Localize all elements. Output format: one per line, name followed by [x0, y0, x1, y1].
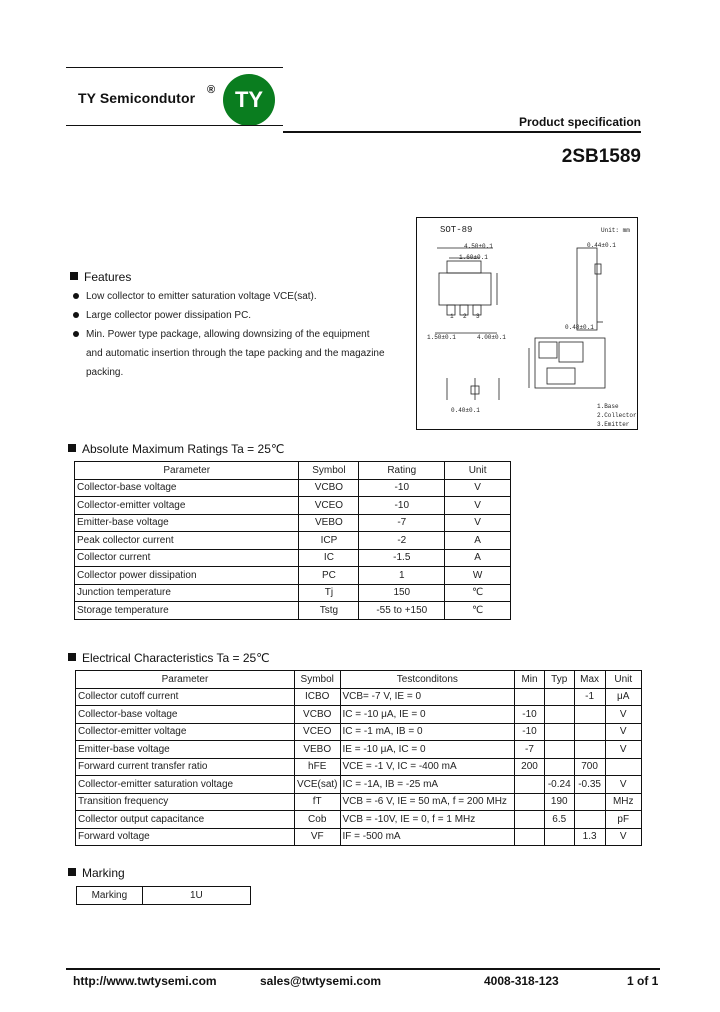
table-cell: -55 to +150: [359, 602, 445, 620]
table-cell: Collector-base voltage: [75, 479, 299, 497]
features-heading: [70, 270, 131, 284]
table-cell: [574, 723, 605, 741]
table-cell: -7: [359, 514, 445, 532]
feature-item-3-line-1: Min. Power type package, allowing downsizing of the equipment: [86, 329, 370, 340]
footer-phone: 4008-318-123: [484, 974, 559, 988]
pkg-legend-1: 1.Base: [597, 403, 619, 410]
pkg-pin-3: 3: [476, 313, 480, 320]
table-cell: VCBO: [294, 706, 340, 724]
table-cell: [515, 828, 545, 846]
table-cell: Collector current: [75, 549, 299, 567]
table-row: [76, 828, 642, 846]
col-header: Unit: [445, 462, 511, 480]
col-header: Symbol: [299, 462, 359, 480]
elec-body: [76, 688, 642, 846]
table-header-row: [76, 671, 642, 689]
table-row: [76, 688, 642, 706]
marking-heading: [68, 866, 125, 880]
table-row: [75, 532, 511, 550]
table-cell: Collector-emitter voltage: [76, 723, 295, 741]
feature-item-2: Large collector power dissipation PC.: [86, 310, 252, 321]
table-cell: VCB = -6 V, IE = 50 mA, f = 200 MHz: [340, 793, 515, 811]
footer-rule: [66, 968, 660, 970]
header-top-rule: [66, 67, 283, 68]
abs-max-title: Absolute Maximum Ratings Ta = 25℃: [82, 442, 285, 456]
table-cell: ICP: [299, 532, 359, 550]
elec-heading: [68, 651, 270, 665]
pkg-dim-1: 4.50±0.1: [464, 243, 493, 250]
table-cell: Emitter-base voltage: [76, 741, 295, 759]
table-cell: IE = -10 μA, IC = 0: [340, 741, 515, 759]
package-unit: Unit: mm: [601, 227, 630, 234]
registered-mark: ®: [207, 84, 216, 96]
table-cell: [605, 758, 641, 776]
table-row: [76, 793, 642, 811]
table-row: [76, 758, 642, 776]
table-cell: [515, 688, 545, 706]
table-cell: Collector-emitter saturation voltage: [76, 776, 295, 794]
table-cell: [515, 776, 545, 794]
spec-rule: [283, 131, 641, 133]
table-cell: ℃: [445, 584, 511, 602]
table-cell: Forward current transfer ratio: [76, 758, 295, 776]
table-cell: [515, 793, 545, 811]
table-cell: 1.3: [574, 828, 605, 846]
ty-logo: TY: [223, 74, 275, 126]
table-cell: -2: [359, 532, 445, 550]
table-cell: [544, 706, 574, 724]
table-cell: -0.24: [544, 776, 574, 794]
table-cell: Cob: [294, 811, 340, 829]
table-cell: Peak collector current: [75, 532, 299, 550]
table-cell: IC = -1 mA, IB = 0: [340, 723, 515, 741]
table-cell: VCB= -7 V, IE = 0: [340, 688, 515, 706]
bullet-icon: [73, 312, 79, 318]
table-cell: IC = -10 μA, IE = 0: [340, 706, 515, 724]
brand-name: TY Semicondutor: [78, 90, 196, 106]
table-row: [76, 811, 642, 829]
table-cell: Forward voltage: [76, 828, 295, 846]
table-cell: VCEO: [299, 497, 359, 515]
table-cell: ℃: [445, 602, 511, 620]
footer-page-number: 1 of 1: [627, 974, 659, 988]
table-cell: VEBO: [299, 514, 359, 532]
table-cell: V: [445, 497, 511, 515]
table-cell: Transition frequency: [76, 793, 295, 811]
feature-item-3-line-2: and automatic insertion through the tape packing and the magazine: [86, 348, 385, 359]
table-cell: Storage temperature: [75, 602, 299, 620]
col-header: Max: [574, 671, 605, 689]
pkg-pin-1: 1: [450, 313, 454, 320]
table-cell: 200: [515, 758, 545, 776]
square-bullet-icon: [68, 868, 76, 876]
table-cell: μA: [605, 688, 641, 706]
col-header: Unit: [605, 671, 641, 689]
table-cell: V: [605, 723, 641, 741]
pkg-dim-6: 0.48±0.1: [565, 324, 594, 331]
table-cell: fT: [294, 793, 340, 811]
table-row: [76, 706, 642, 724]
table-row: [76, 776, 642, 794]
col-header: Testconditons: [340, 671, 515, 689]
table-cell: [544, 688, 574, 706]
marking-title: Marking: [82, 866, 125, 880]
table-cell: 6.5: [544, 811, 574, 829]
abs-max-table: [74, 461, 511, 620]
table-cell: V: [605, 706, 641, 724]
table-row: [75, 497, 511, 515]
table-cell: ICBO: [294, 688, 340, 706]
part-number: 2SB1589: [561, 146, 641, 167]
col-header: Parameter: [75, 462, 299, 480]
table-cell: A: [445, 532, 511, 550]
table-cell: pF: [605, 811, 641, 829]
table-cell: V: [605, 741, 641, 759]
table-row: [76, 741, 642, 759]
table-cell: [574, 793, 605, 811]
table-cell: -7: [515, 741, 545, 759]
table-cell: Tj: [299, 584, 359, 602]
table-cell: 150: [359, 584, 445, 602]
table-cell: VCBO: [299, 479, 359, 497]
square-bullet-icon: [68, 444, 76, 452]
table-row: [75, 479, 511, 497]
table-cell: [544, 723, 574, 741]
table-cell: V: [605, 828, 641, 846]
features-title: Features: [84, 270, 132, 284]
marking-value: 1U: [142, 887, 250, 905]
abs-max-body: [75, 479, 511, 619]
col-header: Min: [515, 671, 545, 689]
table-cell: Emitter-base voltage: [75, 514, 299, 532]
table-row: [75, 584, 511, 602]
col-header: Typ: [544, 671, 574, 689]
table-cell: [574, 706, 605, 724]
table-cell: VCE(sat): [294, 776, 340, 794]
col-header: Symbol: [294, 671, 340, 689]
pkg-dim-7: 0.40±0.1: [451, 407, 480, 414]
col-header: Rating: [359, 462, 445, 480]
table-row: [76, 723, 642, 741]
table-cell: -0.35: [574, 776, 605, 794]
pkg-dim-2: 1.60±0.1: [459, 254, 488, 261]
table-cell: VCEO: [294, 723, 340, 741]
table-cell: -10: [515, 723, 545, 741]
pkg-pin-2: 2: [463, 313, 467, 320]
pkg-dim-5: 0.44±0.1: [587, 242, 616, 249]
table-cell: MHz: [605, 793, 641, 811]
table-cell: Collector power dissipation: [75, 567, 299, 585]
table-cell: V: [445, 479, 511, 497]
table-cell: Collector cutoff current: [76, 688, 295, 706]
table-cell: VEBO: [294, 741, 340, 759]
square-bullet-icon: [68, 653, 76, 661]
footer-email-link[interactable]: sales@twtysemi.com: [260, 974, 382, 988]
table-row: [75, 514, 511, 532]
pkg-legend-3: 3.Emitter: [597, 421, 630, 428]
table-cell: [574, 811, 605, 829]
table-cell: -10: [359, 497, 445, 515]
table-cell: W: [445, 567, 511, 585]
table-cell: Collector-emitter voltage: [75, 497, 299, 515]
table-cell: VF: [294, 828, 340, 846]
package-name: SOT-89: [440, 225, 473, 235]
table-cell: -1.5: [359, 549, 445, 567]
table-cell: [544, 828, 574, 846]
feature-item-1: Low collector to emitter saturation voltage VCE(sat).: [86, 291, 317, 302]
table-cell: -10: [515, 706, 545, 724]
col-header: Parameter: [76, 671, 295, 689]
doc-type: Product specification: [518, 115, 641, 129]
table-cell: Collector output capacitance: [76, 811, 295, 829]
marking-label: Marking: [77, 887, 143, 905]
bullet-icon: [73, 331, 79, 337]
package-outline-drawing: [416, 217, 638, 430]
table-cell: [544, 758, 574, 776]
pkg-dim-3: 1.50±0.1: [427, 334, 456, 341]
marking-table: [76, 886, 251, 905]
elec-title: Electrical Characteristics Ta = 25℃: [82, 651, 270, 665]
table-cell: 190: [544, 793, 574, 811]
table-cell: IC = -1A, IB = -25 mA: [340, 776, 515, 794]
table-cell: 1: [359, 567, 445, 585]
table-cell: VCB = -10V, IE = 0, f = 1 MHz: [340, 811, 515, 829]
table-row: [75, 602, 511, 620]
table-cell: A: [445, 549, 511, 567]
table-cell: Tstg: [299, 602, 359, 620]
table-cell: IF = -500 mA: [340, 828, 515, 846]
table-cell: Junction temperature: [75, 584, 299, 602]
table-row: [75, 567, 511, 585]
table-cell: Collector-base voltage: [76, 706, 295, 724]
feature-item-3-line-3: packing.: [86, 367, 124, 378]
elec-table: [75, 670, 642, 846]
table-cell: -10: [359, 479, 445, 497]
table-header-row: [75, 462, 511, 480]
pkg-legend-2: 2.Collector: [597, 412, 637, 419]
header-bottom-rule: [66, 125, 283, 126]
pkg-dim-4: 4.00±0.1: [477, 334, 506, 341]
table-cell: V: [445, 514, 511, 532]
footer-website-link[interactable]: http://www.twtysemi.com: [73, 974, 217, 988]
table-cell: [544, 741, 574, 759]
table-cell: -1: [574, 688, 605, 706]
table-row: [77, 887, 251, 905]
square-bullet-icon: [70, 272, 78, 280]
table-cell: [574, 741, 605, 759]
abs-max-heading: [68, 442, 284, 456]
table-cell: 700: [574, 758, 605, 776]
table-row: [75, 549, 511, 567]
table-cell: PC: [299, 567, 359, 585]
bullet-icon: [73, 293, 79, 299]
table-cell: hFE: [294, 758, 340, 776]
table-cell: IC: [299, 549, 359, 567]
table-cell: [515, 811, 545, 829]
table-cell: V: [605, 776, 641, 794]
table-cell: VCE = -1 V, IC = -400 mA: [340, 758, 515, 776]
